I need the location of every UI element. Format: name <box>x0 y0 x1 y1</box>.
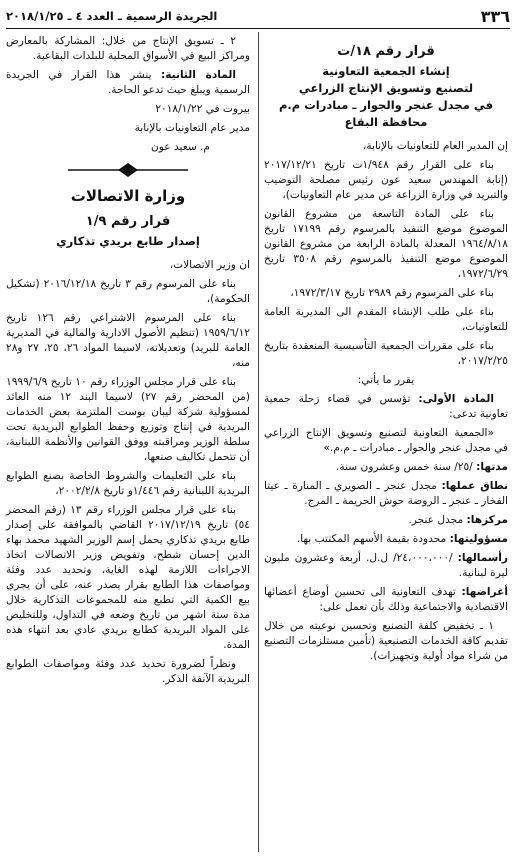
decree-title: إصدار طابع بريدي تذكاري <box>56 234 200 248</box>
goals-text: تهدف التعاونية الى تحسين أوضاع أعضائها الاقتصادية والاجتماعية وذلك بأن تعمل على: <box>264 586 508 613</box>
decree-intro: إن المدير العام للتعاونيات بالإنابة، <box>362 140 508 152</box>
page-header <box>6 4 510 28</box>
whereas-paragraph: بناء على المرسوم رقم ٢٩٨٩ تاريخ ١٩٧٢/٣/١٧، <box>290 287 494 299</box>
center-clause <box>264 513 508 528</box>
ornament-diamond-icon <box>68 163 188 177</box>
article-2-label: المادة الثانية: <box>160 69 236 81</box>
article-1 <box>264 392 508 422</box>
decree-number: قرار رقم ١/٩ <box>85 214 171 229</box>
decides-line: يقرر ما يأتي: <box>357 374 415 386</box>
right-column <box>264 34 508 668</box>
page-number: ٣٣٦ <box>480 6 510 26</box>
column-divider <box>258 32 259 852</box>
decree-title <box>264 63 508 131</box>
whereas-paragraph: بناء على المرسوم رقم ٣ تاريخ ٢٠١٦/١٢/١٨ (تشكيل الحكومة)، <box>6 278 250 305</box>
decree-intro: ان وزير الاتصالات، <box>169 259 250 271</box>
whereas-paragraph: بناء على التعليمات والشروط الخاصة بصنع الطوابع البريدية اللبنانية رقم ١/٤٤٦و تاريخ ٢٠٠٢/٢/٨، <box>6 470 250 497</box>
duration-text: /٢٥/ سنة خمس وعشرون سنة. <box>336 461 473 473</box>
goals-label: أغراضها: <box>461 586 509 598</box>
liability-clause <box>264 532 508 547</box>
goal-item: ١ ـ تخفيض كلفة التصنيع وتحسين نوعيته من خلال تقديم كافة الخدمات التصنيعية (تأمين مستلزمات التصنيع من شراء مواد أولية وتجهيزات). <box>264 620 508 662</box>
whereas-paragraph: بناء على قرار مجلس الوزراء رقم ١٠ تاريخ ١٩٩٩/٦/٩ (من المحضر رقم ٢٧) لاسيما البند ١٢ منه العائد لمسؤولية شركة ليبان بوست الملتزمة بعض الخدمات البريدية في إنتاج وتوزيع وحفظ الطوابع البريدية تحت سلطة الوزير ومراقبته ووفق القوانين والأنظمة اللبنانية، أن تتحمل تكاليف صنعها، <box>6 376 250 463</box>
signer-title: مدير عام التعاونيات بالإنابة <box>134 122 250 134</box>
decree-number: قرار رقم ١٨/ت <box>337 44 435 59</box>
goal-item: ٢ ـ تسويق الإنتاج من خلال: المشاركة بالمعارض ومراكز البيع في الأسواق المحلية للبلدات البقاعية. <box>6 35 250 62</box>
scope-text: مجدل عنجر ـ الصويري ـ المنارة ـ عيتا الفخار ـ عنجر ـ الروضة حوش الحريمة ـ المرج. <box>264 480 508 507</box>
center-text: مجدل عنجر. <box>408 514 464 526</box>
liability-label: مسؤوليتها: <box>449 533 508 545</box>
coop-name: «الجمعية التعاونية لتصنيع وتسويق الإنتاج الزراعي في مجدل عنجر والجوار ـ مبادرات ـ م.م.» <box>264 427 508 454</box>
left-column <box>6 34 250 691</box>
scope-clause <box>264 479 508 509</box>
whereas-paragraph: بناء على المرسوم الاشتراعي رقم ١٢٦ تاريخ ١٩٥٩/٦/١٢ (تنظيم الأصول الادارية والمالية في المديرية العامة للبريد) وتعديلاته، لاسيما المواد ٢٦، ٢٥، ٢٧ و٢٨ منه، <box>6 312 250 369</box>
whereas-paragraph: بناء على مقررات الجمعية التأسيسية المنعقدة بتاريخ ٢٠١٧/٢/٢٥، <box>264 340 508 367</box>
header-rule <box>6 28 510 29</box>
duration-label: مدتها: <box>476 461 508 473</box>
capital-label: رأسمالها: <box>457 552 508 564</box>
capital-text: /٢٤،٠٠٠،٠٠٠/ ل.ل. أربعة وعشرون مليون ليرة لبنانية. <box>264 552 508 579</box>
article-1-label: المادة الأولى: <box>418 393 494 405</box>
whereas-paragraph: بناء على القرار رقم ١/٩٤٨ت تاريخ ٢٠١٧/١٢/٢١ (إنابة المهندس سعيد عون رئيس مصلحة التوضيب والتبريد في وزارة الزراعة عن مدير عام التعاونيات)، <box>264 159 508 201</box>
article-2 <box>6 68 250 98</box>
goals-clause <box>264 585 508 615</box>
section-ornament <box>6 159 250 181</box>
center-label: مركزها: <box>466 514 508 526</box>
decree-title-line: محافظة البقاع <box>344 115 428 129</box>
article-2-text: ينشر هذا القرار في الجريدة الرسمية ويبلغ حيث تدعو الحاجة. <box>6 69 250 96</box>
decree-title-line: إنشاء الجمعية التعاونية <box>322 64 450 78</box>
signer-name: م. سعيد عون <box>151 141 210 153</box>
scope-label: نطاق عملها: <box>441 480 509 492</box>
decree-title-line: لتصنيع وتسويق الإنتاج الزراعي <box>298 81 474 95</box>
ministry-heading: وزارة الاتصالات <box>70 187 186 205</box>
place-date: بيروت في ٢٠١٨/١/٢٢ <box>155 103 250 115</box>
article-1-text: تؤسس في قضاء زحلة جمعية تعاونية تدعى: <box>264 393 508 420</box>
whereas-paragraph: بناء على طلب الإنشاء المقدم الى المديرية العامة للتعاونيات، <box>264 306 508 333</box>
gazette-issue-line: الجريدة الرسمية ـ العدد ٤ ـ ٢٠١٨/١/٢٥ <box>6 9 218 23</box>
whereas-paragraph: ونظراً لضرورة تحديد عدد وفئة ومواصفات الطوابع البريدية الآنفة الذكر. <box>6 658 250 685</box>
whereas-paragraph: بناء على المادة التاسعة من مشروع القانون الموضوع موضع التنفيذ بالمرسوم رقم ١٧١٩٩ تاريخ ١٩٦٤/٨/١٨ المعدلة بالمادة الرابعة من مشروع القانون الموضوع موضع التنفيذ بالمرسوم رقم ٣٥٠٨ تاريخ ١٩٧٢/٦/٢٩، <box>264 208 508 280</box>
duration-clause <box>264 460 508 475</box>
decree-title-line: في مجدل عنجر والجوار ـ مبادرات م.م <box>279 98 493 112</box>
liability-text: محدودة بقيمة الأسهم المكتتب بها. <box>296 533 447 545</box>
capital-clause <box>264 551 508 581</box>
whereas-paragraph: بناء على قرار مجلس الوزراء رقم ١٣ (رقم المحضر ٥٤) تاريخ ٢٠١٧/١٢/١٩ القاضي بالموافقة على إصدار طابع بريدي تذكاري يحمل إسم الوزير الشهيد محمد بهاء الدين إحسان شطح، وتفويض وزير الاتصالات اتخاذ الاجراءات اللازمة لهذه الغاية، وتحديد عدد وفئة ومواصفات هذا الطابع بقرار يصدر عنه، على أن يجري بيع الكمية التي تطبع منه للمجموعات التذكارية خلال مدة ستة اشهر من تاريخ وضعه في التداول، وللتخليص على المواد البريدية كطابع بريدي عادي بعد انتهاء هذه المدة. <box>6 504 250 651</box>
